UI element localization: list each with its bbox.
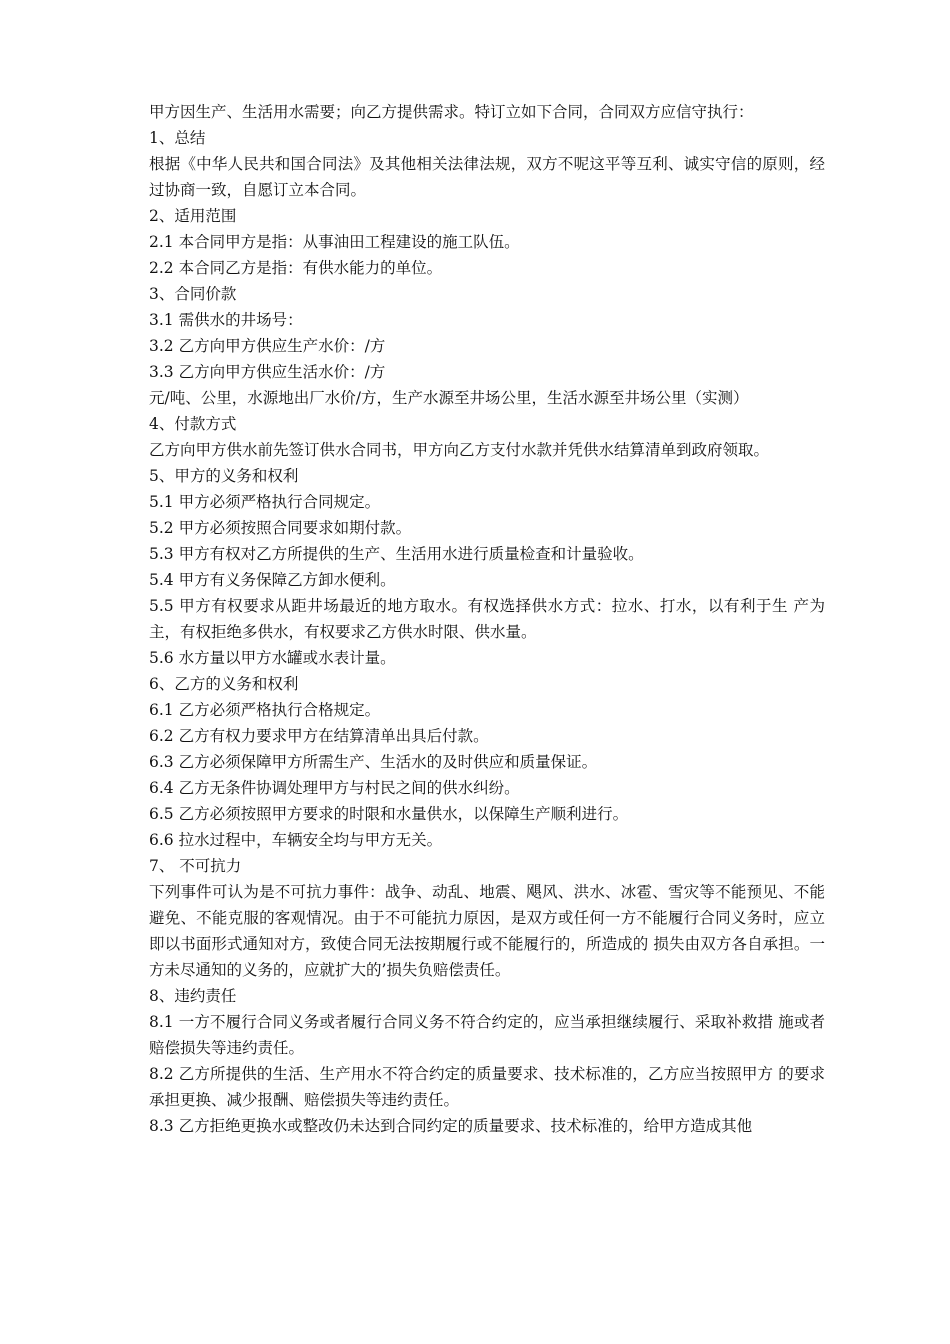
clause: 8.2 乙方所提供的生活、生产用水不符合约定的质量要求、技术标准的，乙方应当按照甲方 的要求承担更换、减少报酬、赔偿损失等违约责任。 (149, 1065, 825, 1109)
clause: 3.2 乙方向甲方供应生产水价：/方 (149, 337, 386, 355)
paragraph: 根据《中华人民共和国合同法》及其他相关法律法规，双方不呢这平等互利、诚实守信的原则，经过协商一致，自愿订立本合同。 (149, 155, 825, 199)
paragraph: 下列事件可认为是不可抗力事件：战争、动乱、地震、飓风、洪水、冰雹、雪灾等不能预见、不能避免、不能克服的客观情况。由于不可能抗力原因，是双方或任何一方不能履行合同义务时，应立即以书面形式通知对方，致使合同无法按期履行或不能履行的，所造成的 损失由双方各自承担。一方未尽通知的义务的，应就扩大的’损失负赔偿责任。 (149, 883, 825, 979)
section-heading: 6、乙方的义务和权利 (149, 675, 299, 693)
clause: 5.5 甲方有权要求从距井场最近的地方取水。有权选择供水方式：拉水、打水，以有利于生 产为主，有权拒绝多供水，有权要求乙方供水时限、供水量。 (149, 597, 825, 641)
clause: 5.6 水方量以甲方水罐或水表计量。 (149, 649, 396, 667)
section-heading: 4、付款方式 (149, 415, 237, 433)
clause: 3.3 乙方向甲方供应生活水价：/方 (149, 363, 386, 381)
clause: 8.3 乙方拒绝更换水或整改仍未达到合同约定的质量要求、技术标准的，给甲方造成其他 (149, 1117, 753, 1135)
clause: 6.6 拉水过程中，车辆安全均与甲方无关。 (149, 831, 443, 849)
intro-paragraph: 甲方因生产、生活用水需要；向乙方提供需求。特订立如下合同，合同双方应信守执行： (149, 103, 754, 121)
section-heading: 5、甲方的义务和权利 (149, 467, 299, 485)
section-heading: 3、合同价款 (149, 285, 237, 303)
paragraph: 乙方向甲方供水前先签订供水合同书，甲方向乙方支付水款并凭供水结算清单到政府领取。 (149, 441, 770, 459)
clause: 5.3 甲方有权对乙方所提供的生产、生活用水进行质量检查和计量验收。 (149, 545, 644, 563)
clause: 6.1 乙方必须严格执行合格规定。 (149, 701, 381, 719)
clause: 5.4 甲方有义务保障乙方卸水便利。 (149, 571, 396, 589)
clause: 6.4 乙方无条件协调处理甲方与村民之间的供水纠纷。 (149, 779, 520, 797)
clause: 2.2 本合同乙方是指：有供水能力的单位。 (149, 259, 443, 277)
section-heading: 2、适用范围 (149, 207, 237, 225)
section-heading: 1、总结 (149, 129, 206, 147)
clause: 6.5 乙方必须按照甲方要求的时限和水量供水，以保障生产顺利进行。 (149, 805, 629, 823)
clause: 5.1 甲方必须严格执行合同规定。 (149, 493, 381, 511)
paragraph: 元/吨、公里，水源地出厂水价/方，生产水源至井场公里，生活水源至井场公里（实测） (149, 389, 749, 407)
clause: 5.2 甲方必须按照合同要求如期付款。 (149, 519, 412, 537)
document-body (140, 99, 825, 1139)
clause: 6.3 乙方必须保障甲方所需生产、生活水的及时供应和质量保证。 (149, 753, 598, 771)
section-heading: 8、违约责任 (149, 987, 237, 1005)
clause: 8.1 一方不履行合同义务或者履行合同义务不符合约定的，应当承担继续履行、采取补救措 施或者赔偿损失等违约责任。 (149, 1013, 825, 1057)
clause: 3.1 需供水的井场号： (149, 311, 303, 329)
section-heading: 7、 不可抗力 (149, 857, 242, 875)
clause: 6.2 乙方有权力要求甲方在结算清单出具后付款。 (149, 727, 489, 745)
clause: 2.1 本合同甲方是指：从事油田工程建设的施工队伍。 (149, 233, 520, 251)
